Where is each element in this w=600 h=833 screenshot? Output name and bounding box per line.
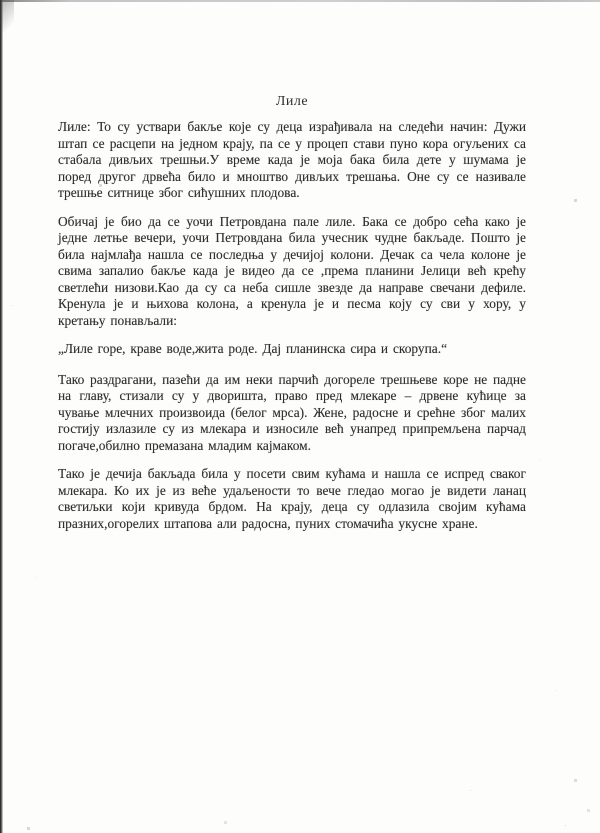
document-title: Лиле: [275, 94, 309, 109]
paragraph-procession-dairy-huts: Тако раздрагани, пазећи да им неки парчић догореле трешњеве коре не падне на главу, стизали су у дворишта, право пред млекаре – дрвене кућице за чување млечних произвоида (белог мрса). Жене, радосне и срећне због малих гостију излазиле су из млекара и износиле већ унапред припремљена парчад погаче,обилно премазана младим кајмаком.: [58, 371, 526, 453]
paragraph-closing: Тако је дечија бакљада била у посети свим кућама и нашла се испред сваког млекара. Ко их је из веће удаљености то вече гледао могао је видети ланац светиљки који кривуда брдом. На крају, деца су одлазила својим кућама празних,огорелих штапова али радосна, пуних стомачића укусне хране.: [58, 466, 526, 531]
song-quote-line: „Лиле горе, краве воде,жита роде. Дај планинска сира и скорупа.“: [58, 341, 448, 356]
document-body: [58, 94, 526, 544]
paragraph-lile-description: Лиле: То су уствари бакље које су деца израђивала на следећи начин: Дужи штап се расцепи на једном крају, па се у процеп стави пуно кора огуљених са стабала дивљих трешњи.У време када је моја бака била дете у шумама је поред другог дрвећа било и мноштво дивљих трешања. Оне су се називале трешње ситнице због сићушних плодова.: [58, 119, 526, 200]
scan-corner-shade: [0, 0, 14, 40]
scan-edge-left: [0, 0, 3, 833]
paragraph-custom-petrovdan: Обичај је био да се уочи Петровдана пале лиле. Бака се добро сећа како је једне летње вечери, уочи Петровдана била учесник чудне бакљаде. Пошто је била најмлађа нашла се последња у дечијој колони. Дечак са чела колоне је свима запалио бакље када је видео да се ,према планини Јелици већ крећу светлећи низови.Као да су са неба сишле звезде да направе свечани дефиле. Кренула је и њихова колона, а кренула је и песма коју су сви у хору, у кретању понављали:: [58, 213, 526, 328]
scan-noise-speckles: [0, 0, 1, 1]
scan-edge-top: [0, 0, 600, 2]
